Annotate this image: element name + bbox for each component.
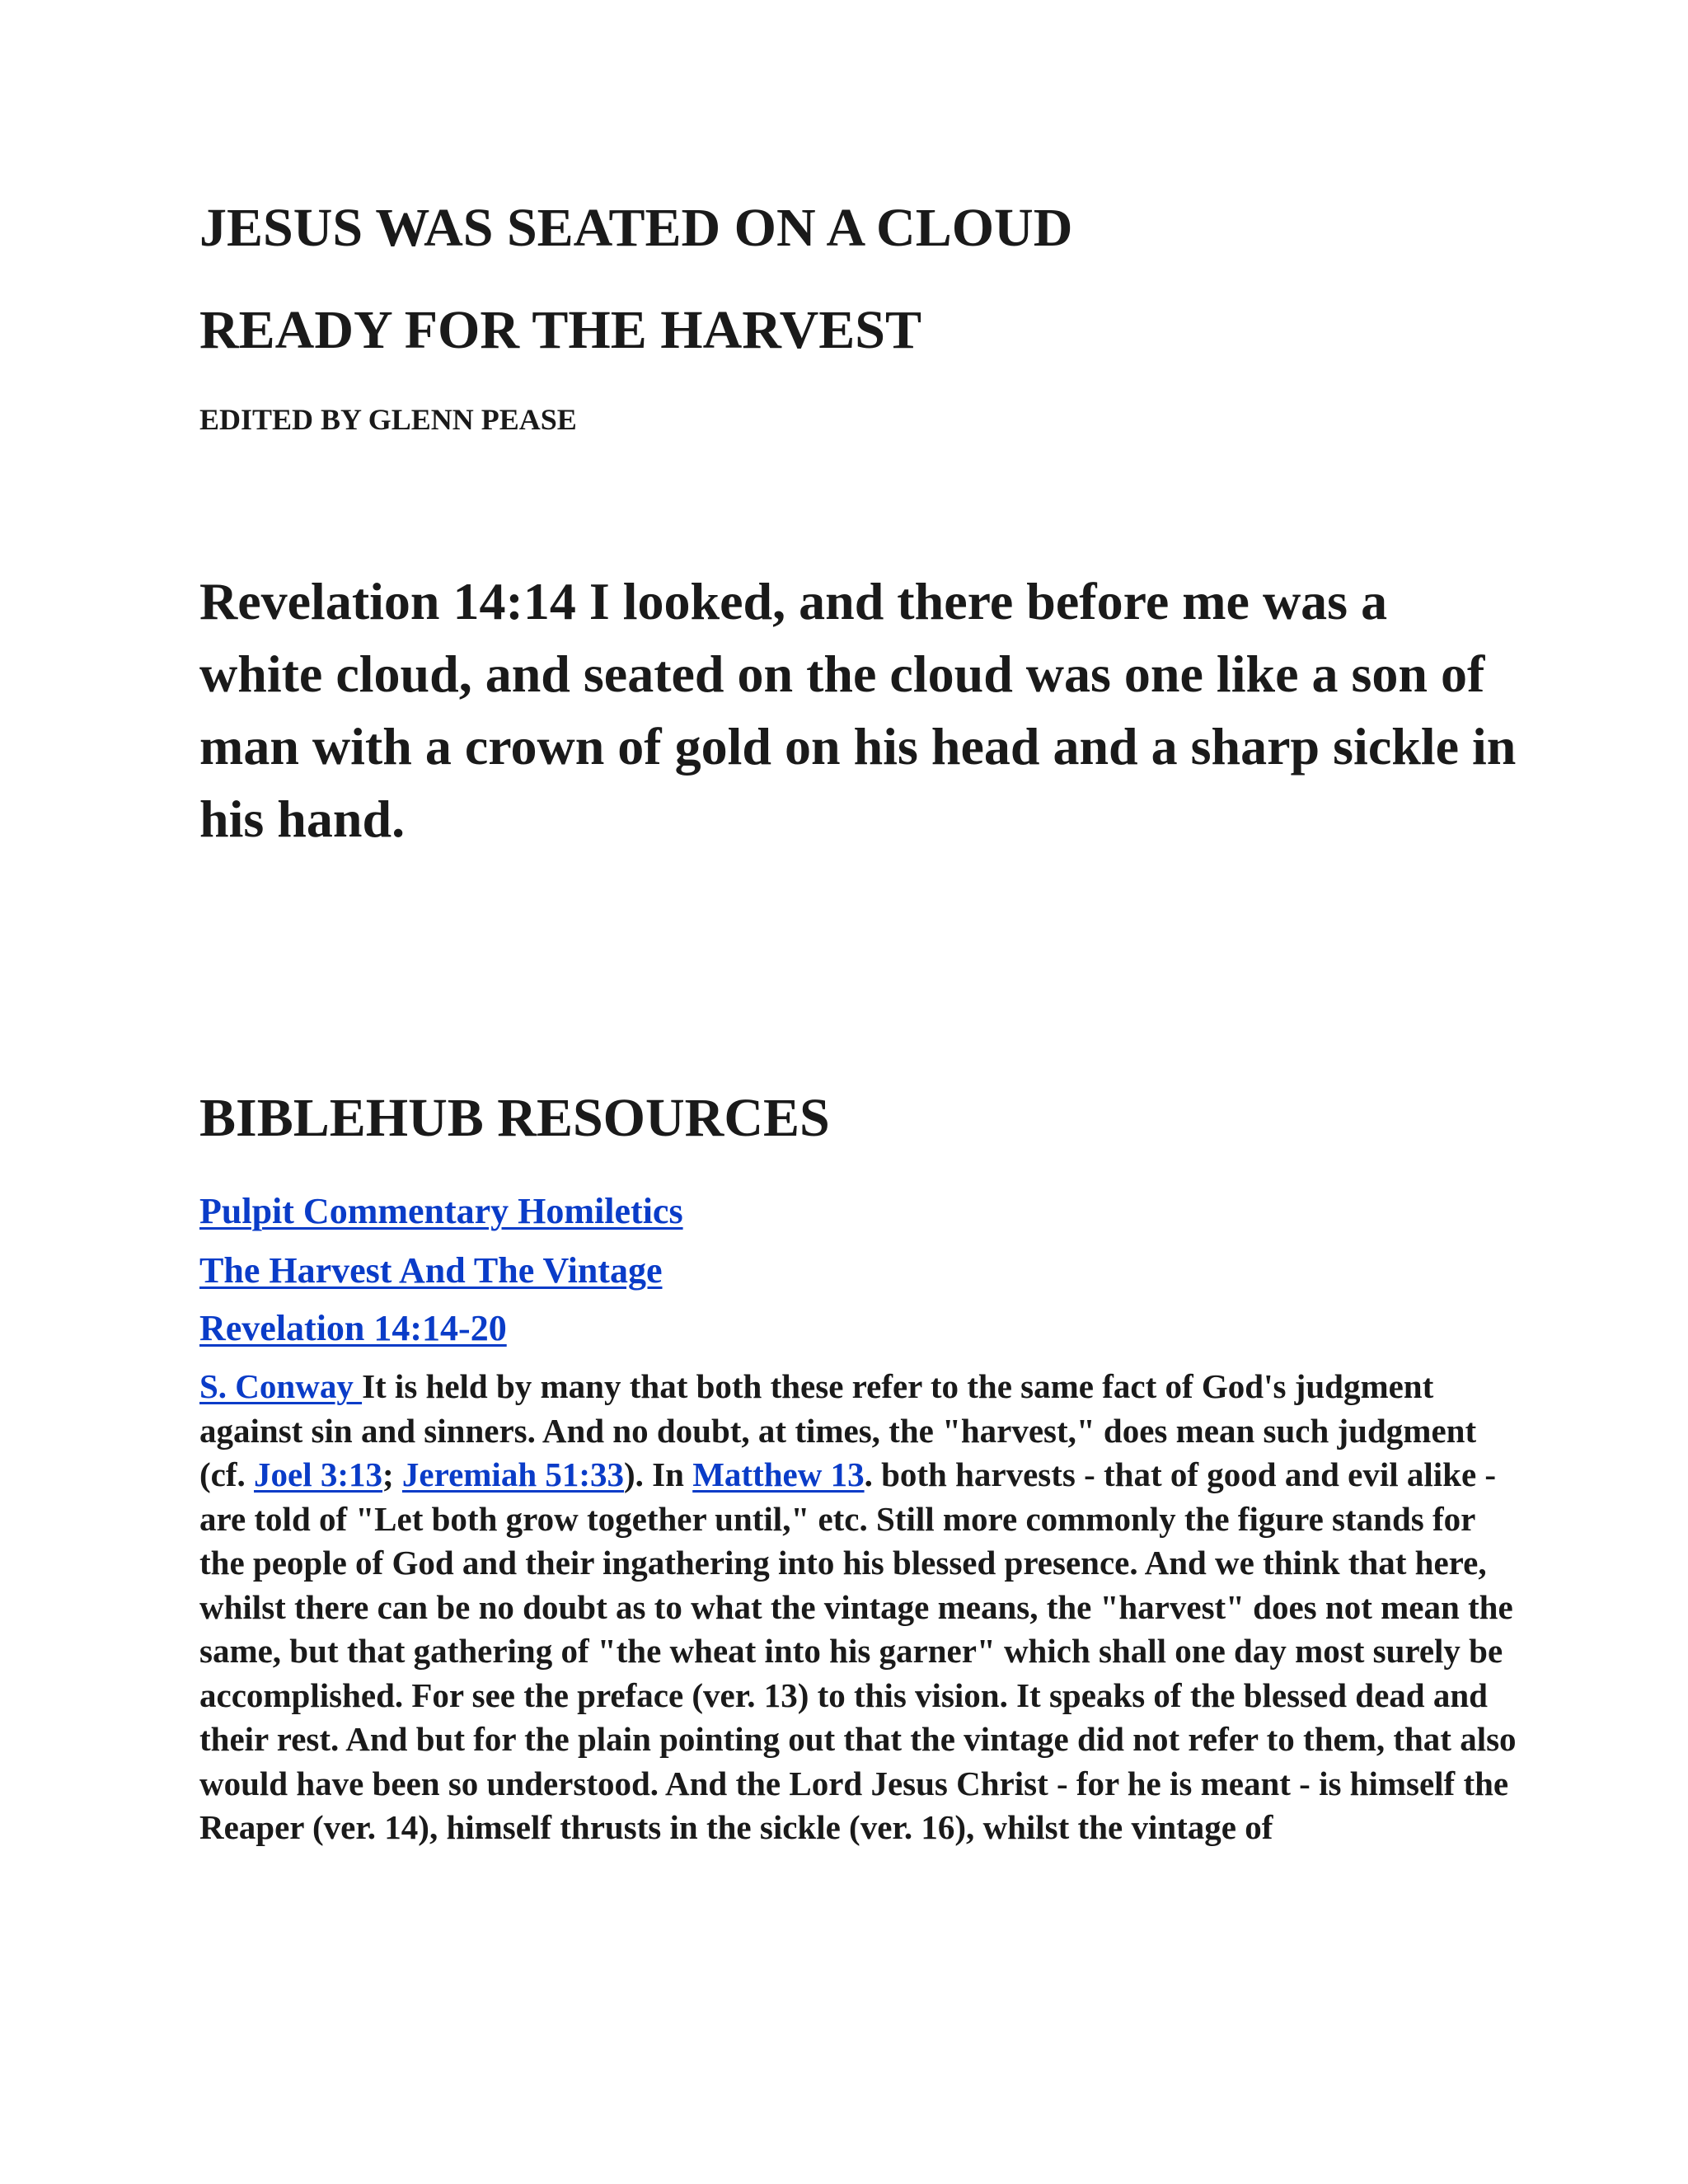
scripture-verse: Revelation 14:14 I looked, and there before me was a white cloud, and seated on the cloud was one like a son of man with a crown of gold on his head and a sharp sickle in his hand. — [199, 572, 1517, 848]
jeremiah-reference-link[interactable]: Jeremiah 51:33 — [401, 1455, 625, 1493]
author-link[interactable]: S. Conway — [199, 1367, 363, 1405]
document-title-line-1: JESUS WAS SEATED ON A CLOUD — [199, 198, 1073, 258]
revelation-passage-link[interactable]: Revelation 14:14-20 — [199, 1308, 507, 1348]
commentary-text-1: It is held by many that both these refer to the same fact of God's judgment against sin and sinners. And no doubt, at times, the "harvest," does mean such judgment (cf. — [199, 1367, 1477, 1493]
harvest-vintage-link[interactable]: The Harvest And The Vintage — [199, 1250, 663, 1291]
passage-link-line — [199, 1310, 507, 1347]
commentary-link-line — [199, 1193, 683, 1230]
commentary-text-4: . both harvests - that of good and evil alike - are told of "Let both grow together until," etc. Still more commonly the figure stands for the people of God and their ingathering into his blessed presence. And we think that here, whilst there can be no doubt as to what the vintage means, the "harvest" does not mean the same, but that gathering of "the wheat into his garner" which shall one day most surely be accomplished. For see the preface (ver. 13) to this vision. It speaks of the blessed dead and their rest. And but for the plain pointing out that the vintage did not refer to them, that also would have been so understood. And the Lord Jesus Christ - for he is meant - is himself the Reaper (ver. 14), himself thrusts in the sickle (ver. 16), whilst the vintage of — [199, 1455, 1517, 1846]
commentary-text-3: ). In — [624, 1455, 693, 1493]
commentary-text-2: ; — [382, 1455, 402, 1493]
pulpit-commentary-link[interactable]: Pulpit Commentary Homiletics — [199, 1191, 683, 1231]
document-page — [199, 0, 1518, 2184]
commentary-paragraph — [199, 1365, 1518, 1850]
resources-heading: BIBLEHUB RESOURCES — [199, 1088, 830, 1148]
topic-link-line — [199, 1250, 663, 1291]
document-title-line-2: READY FOR THE HARVEST — [199, 300, 921, 360]
matthew-reference-link[interactable]: Matthew 13 — [692, 1455, 865, 1493]
joel-reference-link[interactable]: Joel 3:13 — [254, 1455, 383, 1493]
editor-byline: EDITED BY GLENN PEASE — [199, 403, 577, 436]
